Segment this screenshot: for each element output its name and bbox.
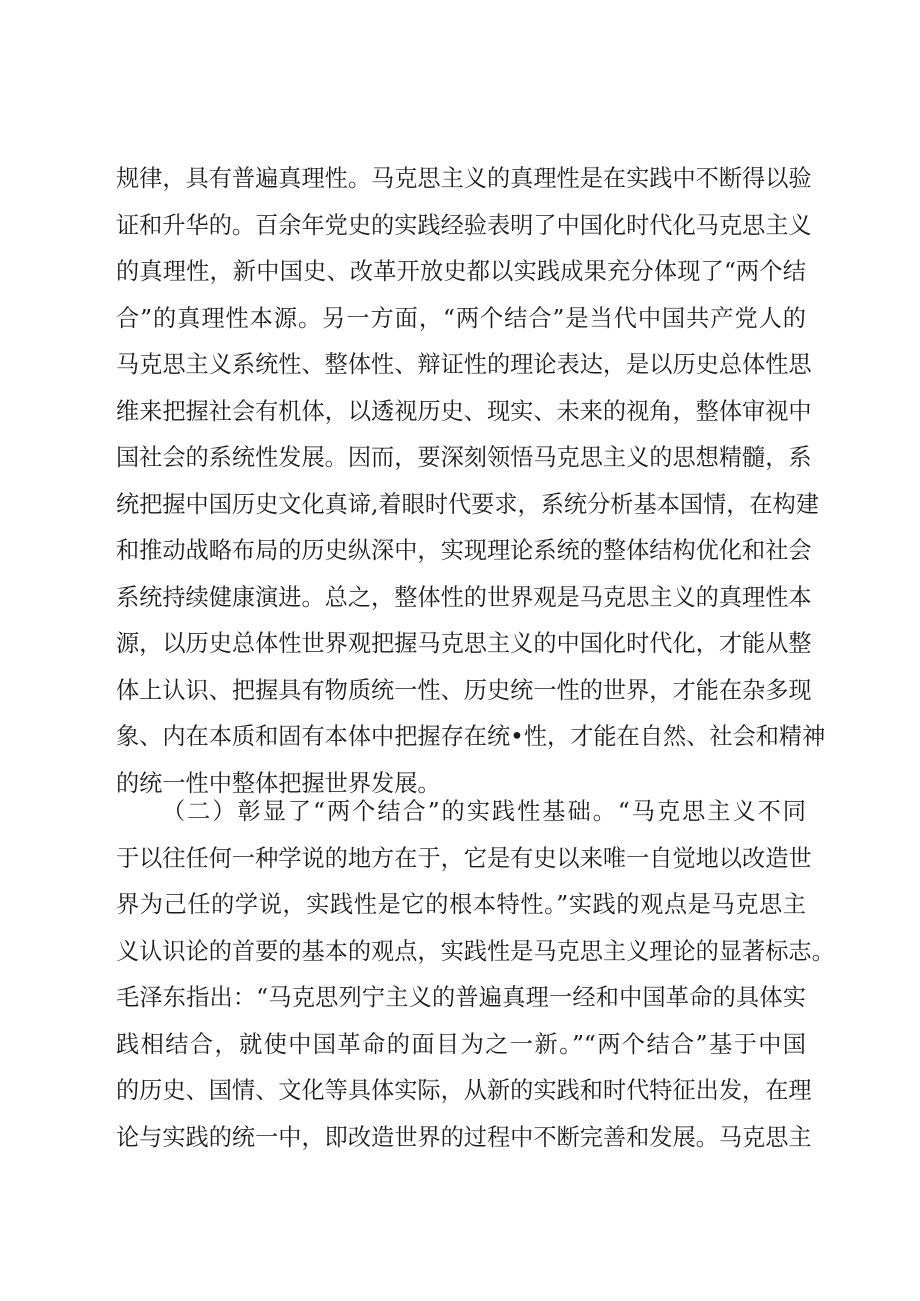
paragraph-1-line: 合”的真理性本源。另一方面，“两个结合”是当代中国共产党人的 — [116, 304, 806, 332]
paragraph-2-line: （二）彰显了“两个结合”的实践性基础。“马克思主义不同 — [162, 798, 806, 825]
paragraph-1-line: 体上认识、把握具有物质统一性、历史统一性的世界，才能在杂多现 — [116, 676, 812, 704]
paragraph-1-line: 规律，具有普遍真理性。马克思主义的真理性是在实践中不断得以验 — [116, 165, 812, 192]
paragraph-2-line: 践相结合，就使中国革命的面目为之一新。”“两个结合”基于中国 — [116, 1030, 806, 1058]
paragraph-2-line: 界为己任的学说，实践性是它的根本特性。”实践的观点是马克思主 — [116, 891, 806, 918]
paragraph-2-line: 毛泽东指出：“马克思列宁主义的普遍真理一经和中国革命的具体实 — [116, 984, 806, 1011]
paragraph-2 — [116, 789, 835, 1161]
paragraph-1-line: 马克思主义系统性、整体性、辩证性的理论表达，是以历史总体性思 — [116, 351, 812, 378]
paragraph-2-line: 的历史、国情、文化等具体实际，从新的实践和时代特征出发，在理 — [116, 1077, 812, 1104]
paragraph-1-line: 的统一性中整体把握世界发展。 — [116, 769, 441, 797]
paragraph-1-line: 的真理性，新中国史、改革开放史都以实践成果充分体现了“两个结 — [116, 258, 806, 285]
paragraph-1 — [116, 156, 826, 807]
paragraph-2-line: 义认识论的首要的基本的观点，实践性是马克思主义理论的显著标志。 — [116, 937, 835, 965]
paragraph-1-line: 象、内在本质和固有本体中把握存在统•性，才能在自然、社会和精神 — [116, 723, 826, 750]
paragraph-1-line: 源，以历史总体性世界观把握马克思主义的中国化时代化，才能从整 — [116, 630, 812, 657]
paragraph-1-line: 和推动战略布局的历史纵深中，实现理论系统的整体结构优化和社会 — [116, 537, 812, 564]
paragraph-1-line: 系统持续健康演进。总之，整体性的世界观是马克思主义的真理性本 — [116, 583, 812, 611]
paragraph-2-line: 论与实践的统一中，即改造世界的过程中不断完善和发展。马克思主 — [116, 1123, 812, 1151]
paragraph-1-line: 维来把握社会有机体，以透视历史、现实、未来的视角，整体审视中 — [116, 397, 812, 425]
paragraph-1-line: 统把握中国历史文化真谛,着眼时代要求，系统分析基本国情，在构建 — [116, 490, 819, 518]
paragraph-2-line: 于以往任何一种学说的地方在于，它是有史以来唯一自觉地以改造世 — [116, 844, 812, 872]
paragraph-1-line: 国社会的系统性发展。因而，要深刻领悟马克思主义的思想精髓，系 — [116, 444, 812, 471]
paragraph-1-line: 证和升华的。百余年党史的实践经验表明了中国化时代化马克思主义 — [116, 211, 812, 239]
